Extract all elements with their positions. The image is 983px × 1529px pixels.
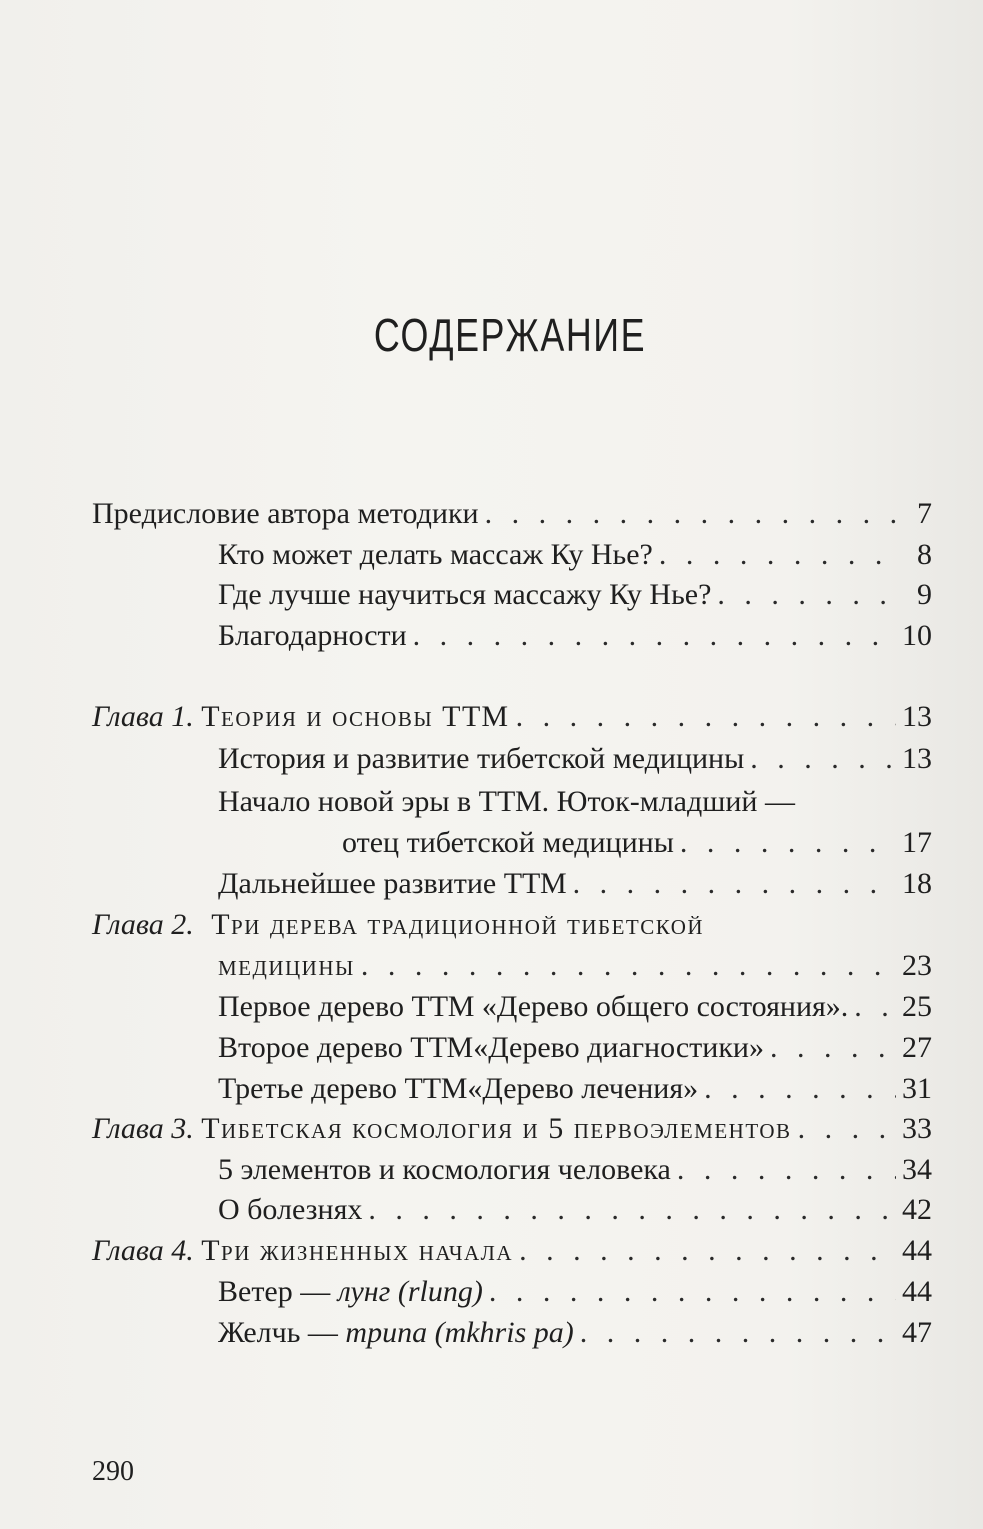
toc-entry-label[interactable]: Начало новой эры в ТТМ. Юток-младший — <box>218 785 795 818</box>
toc-chapter-entry[interactable] <box>92 1234 932 1274</box>
toc-page-number: 47 <box>902 1316 932 1349</box>
toc-entry[interactable] <box>342 826 932 866</box>
toc-entry-label: Тибетская космология и 5 первоэлементов <box>201 1112 792 1145</box>
leader-dots <box>704 1072 896 1106</box>
toc-entry[interactable] <box>218 949 932 989</box>
leader-dots <box>489 1275 896 1309</box>
leader-dots <box>368 1193 896 1227</box>
toc-page-number: 18 <box>902 867 932 900</box>
toc-chapter-entry[interactable] <box>92 700 932 740</box>
toc-entry-label: Благодарности <box>218 619 407 652</box>
leader-dots <box>770 1031 896 1065</box>
toc-entry-label: Третье дерево ТТМ«Дерево лечения» <box>218 1072 699 1105</box>
toc-entry-label: медицины <box>218 949 355 982</box>
toc-entry-label: Предисловие автора методики <box>92 497 479 530</box>
toc-entry-label: Желчь — <box>218 1316 338 1349</box>
toc-entry-label: 5 элементов и космология человека <box>218 1153 671 1186</box>
toc-page-number: 42 <box>902 1193 932 1226</box>
toc-page-number: 8 <box>917 538 932 571</box>
toc-page-number: 7 <box>917 497 932 530</box>
leader-dots <box>485 497 902 531</box>
toc-entry-label: Кто может делать массаж Ку Нье? <box>218 538 653 571</box>
leader-dots <box>413 619 896 653</box>
leader-dots <box>750 742 896 776</box>
leader-dots <box>717 578 902 612</box>
leader-dots <box>798 1112 896 1146</box>
page-title: СОДЕРЖАНИЕ <box>373 309 647 361</box>
chapter-prefix: Глава 2. <box>92 908 194 941</box>
toc-chapter-entry[interactable] <box>92 908 704 942</box>
leader-dots <box>361 949 896 983</box>
toc-page-number: 13 <box>902 700 932 733</box>
toc-entry-label: Три жизненных начала <box>201 1234 514 1267</box>
leader-dots <box>573 867 896 901</box>
toc-entry-label: О болезнях <box>218 1193 363 1226</box>
toc-entry[interactable] <box>218 742 932 782</box>
toc-entry-label: Ветер — <box>218 1275 331 1308</box>
toc-entry[interactable] <box>218 1193 932 1233</box>
toc-entry-label: Где лучше научиться массажу Ку Нье? <box>218 578 712 611</box>
toc-entry[interactable] <box>218 538 932 578</box>
toc-page-number: 13 <box>902 742 932 775</box>
toc-entry[interactable] <box>218 1153 932 1193</box>
leader-dots <box>680 826 896 860</box>
toc-page-number: 9 <box>917 578 932 611</box>
chapter-prefix: Глава 1. <box>92 700 194 733</box>
chapter-prefix: Глава 4. <box>92 1234 194 1267</box>
toc-page-number: 34 <box>902 1153 932 1186</box>
toc-entry-label: Дальнейшее развитие ТТМ <box>218 867 567 900</box>
toc-entry[interactable] <box>218 1316 932 1356</box>
toc-entry-term: трипа (mkhris pa) <box>345 1316 574 1349</box>
toc-entry-label: Три дерева традиционной тибетской <box>211 908 705 941</box>
toc-entry[interactable] <box>218 1275 932 1315</box>
toc-page-number: 44 <box>902 1275 932 1308</box>
toc-page-number: 23 <box>902 949 932 982</box>
chapter-prefix: Глава 3. <box>92 1112 194 1145</box>
toc-entry-label: История и развитие тибетской медицины <box>218 742 745 775</box>
toc-entry[interactable] <box>92 497 932 537</box>
toc-page-number: 33 <box>902 1112 932 1145</box>
toc-page-number: 17 <box>902 826 932 859</box>
page-number: 290 <box>92 1456 134 1487</box>
toc-page-number: 25 <box>902 990 932 1023</box>
toc-page-number: 27 <box>902 1031 932 1064</box>
toc-entry-label: Теория и основы ТТМ <box>201 700 510 733</box>
toc-entry-label: отец тибетской медицины <box>342 826 674 859</box>
leader-dots <box>659 538 902 572</box>
toc-entry[interactable] <box>218 990 932 1030</box>
toc-entry-term: лунг (rlung) <box>337 1275 483 1308</box>
toc-entry[interactable] <box>218 619 932 659</box>
toc-entry[interactable] <box>218 1072 932 1112</box>
leader-dots <box>854 990 896 1024</box>
toc-entry[interactable] <box>218 578 932 618</box>
toc-entry-label: Второе дерево ТТМ«Дерево диагностики» <box>218 1031 764 1064</box>
toc-entry-label: Первое дерево ТТМ «Дерево общего состояния». <box>218 990 849 1023</box>
toc-page-number: 44 <box>902 1234 932 1267</box>
toc-page-number: 10 <box>902 619 932 652</box>
toc-entry[interactable] <box>218 1031 932 1071</box>
toc-chapter-entry[interactable] <box>92 1112 932 1152</box>
leader-dots <box>580 1316 896 1350</box>
toc-page-number: 31 <box>902 1072 932 1105</box>
leader-dots <box>519 1234 896 1268</box>
leader-dots <box>677 1153 896 1187</box>
toc-entry[interactable] <box>218 867 932 907</box>
leader-dots <box>516 700 896 734</box>
